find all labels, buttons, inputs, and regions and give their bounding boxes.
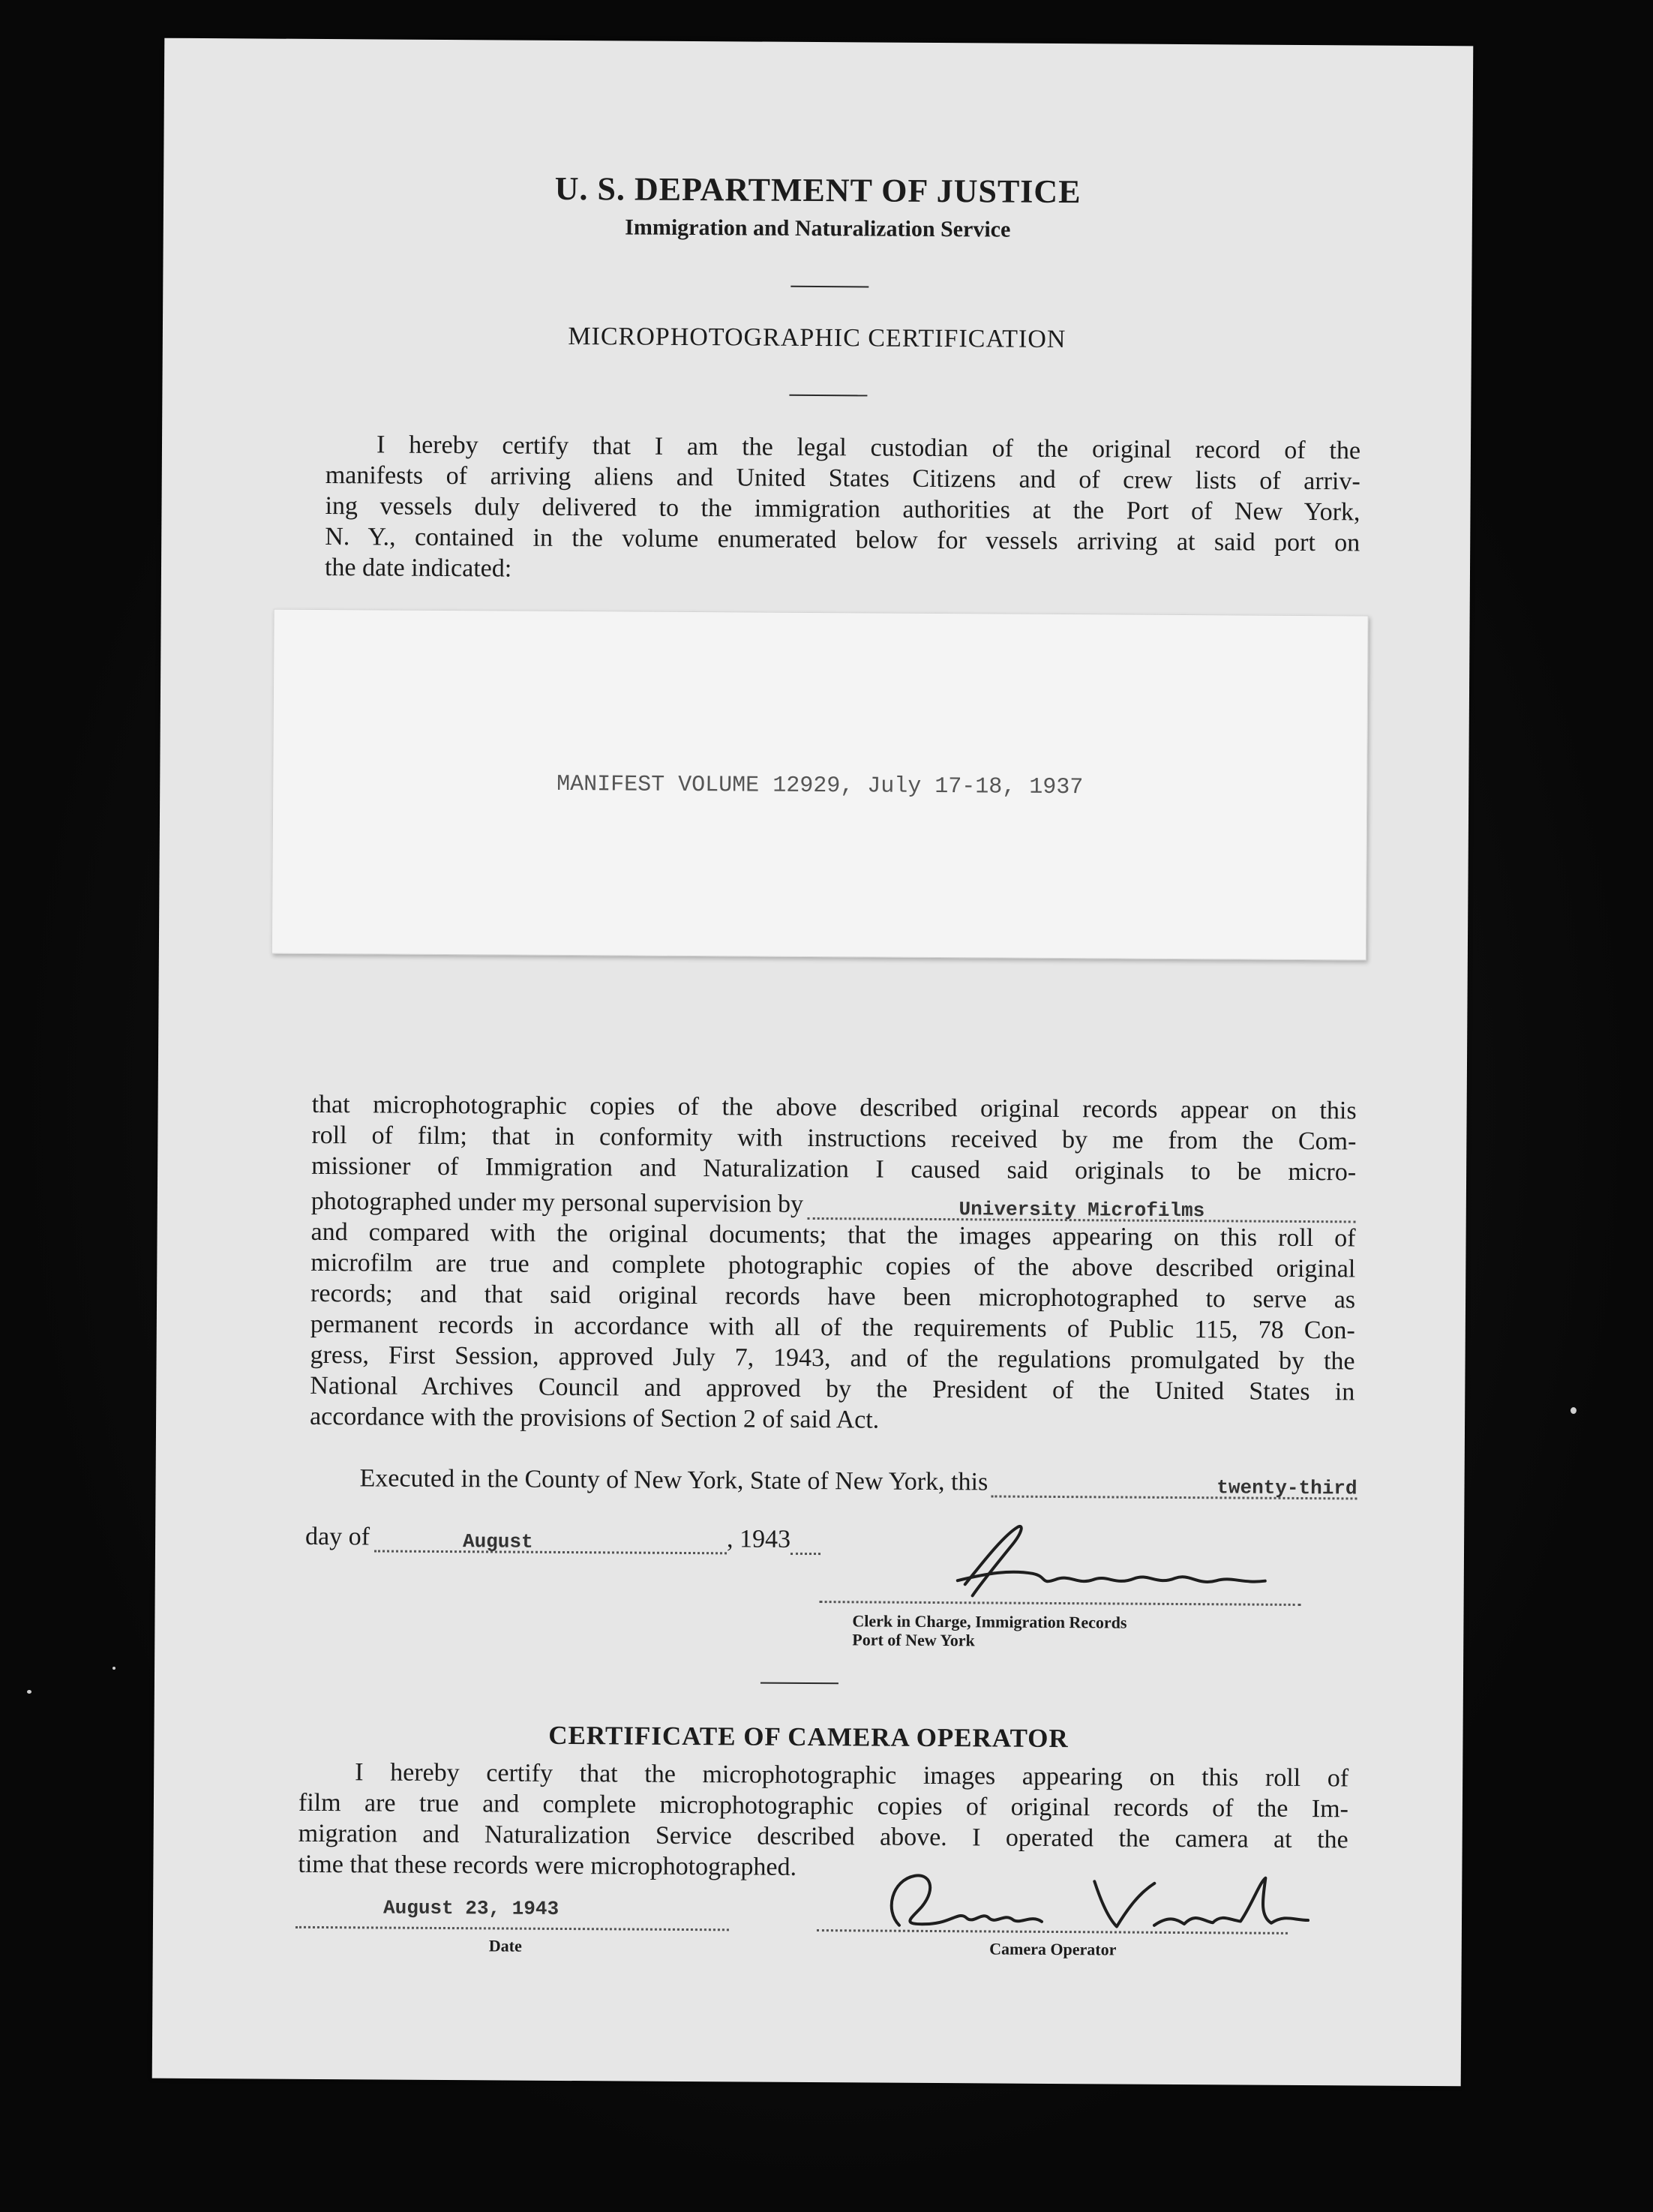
film-speck <box>112 1667 116 1670</box>
supervisor-filled: University Microfilms <box>958 1198 1205 1223</box>
intro-line: I hereby certify that I am the legal custodian of the original record of the <box>376 431 1361 465</box>
manifest-insert <box>272 609 1369 961</box>
intro-line: manifests of arriving aliens and United States Citizens and of crew lists of arriv- <box>325 461 1360 496</box>
body-line: gress, First Session, approved July 7, 1943, and of the regulations promulgated by the <box>310 1340 1355 1376</box>
divider <box>789 395 867 397</box>
department-title: U. S. DEPARTMENT OF JUSTICE <box>554 170 1082 211</box>
body-line: permanent records in accordance with all of the requirements of Public 115, 78 Con- <box>310 1310 1355 1345</box>
clerk-title-line: Port of New York <box>852 1630 975 1650</box>
body-line: missioner of Immigration and Naturalization I caused said originals to be micro- <box>311 1151 1357 1187</box>
camera-certificate-heading: CERTIFICATE OF CAMERA OPERATOR <box>548 1720 1069 1754</box>
body-line: microfilm are true and complete photographic copies of the above described original <box>310 1248 1356 1283</box>
certification-title: MICROPHOTOGRAPHIC CERTIFICATION <box>568 322 1066 354</box>
intro-line: ing vessels duly delivered to the immigration authorities at the Port of New York, <box>325 492 1360 527</box>
executed-text: Executed in the County of New York, State of New York, this <box>359 1464 988 1496</box>
date-blank <box>296 1896 729 1931</box>
clerk-title-line: Clerk in Charge, Immigration Records <box>852 1611 1127 1632</box>
camera-line: migration and Naturalization Service described above. I operated the camera at the <box>298 1819 1348 1854</box>
executed-line <box>359 1463 1357 1499</box>
day-of-label: day of <box>305 1522 370 1551</box>
date-label: Date <box>488 1936 522 1955</box>
divider <box>790 286 868 288</box>
clerk-signature <box>875 1513 1348 1613</box>
camera-line: time that these records were microphotographed. <box>298 1850 797 1881</box>
date-filled: August 23, 1943 <box>382 1896 560 1920</box>
month-blank <box>374 1523 727 1554</box>
camera-operator-label: Camera Operator <box>989 1939 1117 1959</box>
body-line: and compared with the original documents; that the images appearing on this roll of <box>310 1217 1356 1253</box>
intro-line: the date indicated: <box>324 554 512 583</box>
service-subtitle: Immigration and Naturalization Service <box>625 215 1011 242</box>
body-line: that microphotographic copies of the above described original records appear on this <box>311 1090 1357 1125</box>
body-line: records; and that said original records have been microphotographed to serve as <box>310 1279 1356 1314</box>
camera-line: I hereby certify that the microphotographic images appearing on this roll of <box>355 1758 1349 1793</box>
manifest-volume-text: MANIFEST VOLUME 12929, July 17-18, 1937 <box>556 771 1084 801</box>
certificate-page <box>152 38 1474 2087</box>
body-paragraph <box>310 1089 1357 1439</box>
film-speck <box>1570 1407 1576 1414</box>
body-line: roll of film; that in conformity with instructions received by me from the Com- <box>311 1121 1357 1156</box>
month-filled: August <box>462 1530 533 1553</box>
day-of-line <box>305 1521 830 1555</box>
camera-line: film are true and complete microphotographic copies of original records of the Im- <box>298 1788 1349 1823</box>
day-filled: twenty-third <box>1216 1476 1358 1500</box>
intro-paragraph <box>325 429 1360 589</box>
body-line: accordance with the provisions of Section 2 of said Act. <box>309 1402 880 1434</box>
divider <box>760 1682 838 1685</box>
intro-line: N. Y., contained in the volume enumerated below for vessels arriving at said port on <box>325 523 1360 557</box>
clerk-title <box>852 1611 1302 1652</box>
supervisor-blank <box>808 1190 1356 1223</box>
year-trail <box>790 1530 820 1555</box>
film-speck <box>27 1690 32 1694</box>
day-blank <box>991 1468 1358 1499</box>
body-line: National Archives Council and approved by the President of the United States in <box>310 1371 1355 1406</box>
year-text: , 1943 <box>726 1525 791 1553</box>
body-line: photographed under my personal supervision by <box>310 1187 804 1218</box>
